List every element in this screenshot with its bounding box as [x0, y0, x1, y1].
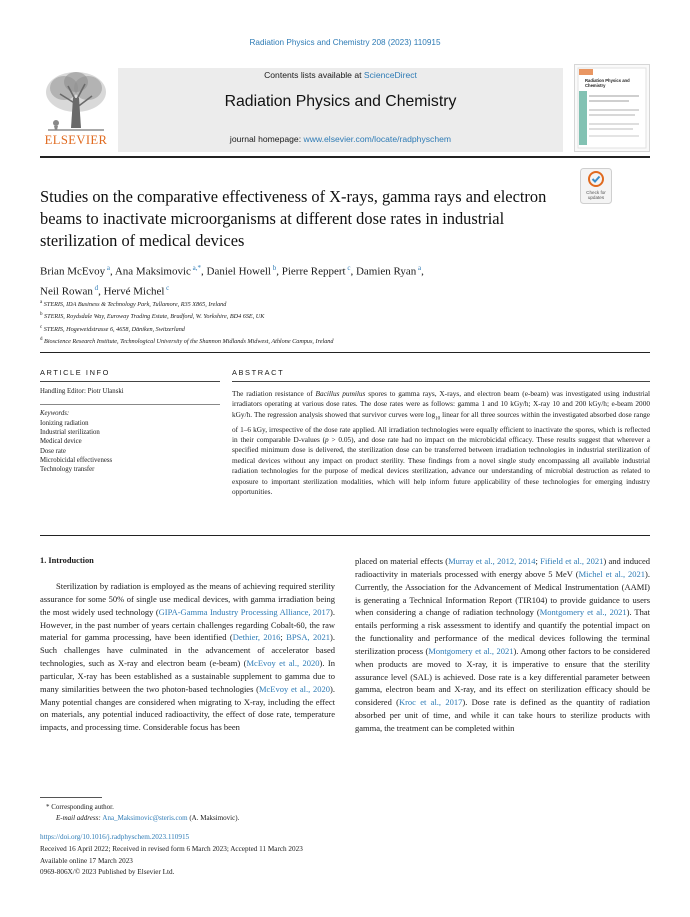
journal-reference[interactable]: Radiation Physics and Chemistry 208 (2023) 110915 — [249, 38, 441, 47]
text-segment: ). However, in the past number of years certain challenges regarding Cobalt-60, the raw material for gamma processing, have been identified ( — [40, 606, 335, 643]
text-segment: ). Currently, the Association for the Advancement of Medical Instrumentation (AAMI) is generating a Technical Information Report (TIR104) to provide guidance to users when considering a change of radiation technology ( — [355, 568, 650, 618]
body-column-left — [40, 580, 335, 734]
article-title: Studies on the comparative effectiveness of X-rays, gamma rays and electron beams to inactivate microorganisms at different dose rates in industrial sterilization of medical devices — [40, 187, 547, 250]
author-affiliation-marker[interactable]: a — [106, 264, 110, 272]
abstract-species: Bacillus pumilus — [315, 389, 366, 398]
citation-link[interactable]: BPSA, 2021 — [286, 632, 331, 643]
affiliation — [40, 335, 600, 347]
body-paragraph — [40, 580, 335, 734]
affiliation-text: STERIS, IDA Business & Technology Park, Tullamore, R35 X865, Ireland — [43, 301, 227, 309]
journal-cover-thumbnail[interactable] — [574, 64, 650, 152]
header-divider — [40, 156, 650, 158]
email-label: E-mail address: — [56, 814, 103, 822]
author-affiliation-marker[interactable]: a,* — [192, 264, 202, 272]
affiliation — [40, 298, 600, 310]
citation-link[interactable]: Fifield et al., 2021 — [540, 556, 604, 566]
text-segment: Sterilization by radiation is employed as the means of achieving required sterility assurance for some 50% of single use medical devices, with gamma irradiation being the most widely used technology ( — [40, 581, 335, 617]
affiliation-list — [40, 298, 600, 347]
keywords-label: Keywords: — [40, 410, 70, 417]
introduction-heading: 1. Introduction — [40, 556, 94, 565]
author-affiliation-marker[interactable]: a — [418, 264, 422, 272]
affiliation — [40, 323, 600, 335]
author-name[interactable]: Daniel Howell — [206, 265, 271, 278]
tree-icon — [40, 68, 112, 134]
abstract-subscript: 10 — [435, 416, 441, 422]
author-affiliation-marker[interactable]: b — [272, 264, 277, 272]
abstract-p-symbol: p — [325, 435, 329, 445]
check-for-updates-badge[interactable] — [580, 168, 612, 204]
text-segment: placed on material effects ( — [355, 556, 449, 566]
keyword: Microbicidal effectiveness — [40, 456, 113, 464]
body-paragraph — [355, 555, 650, 735]
text-segment: ). Dose rate is defined as the quantity of radiation absorbed per unit of time, and while it can take hours to sterilize products with gamma, the treatment can be completed within — [355, 697, 651, 733]
author-affiliation-marker[interactable]: d — [94, 283, 99, 292]
affiliation-text: Bioscience Research Institute, Technological University of the Shannon Midlands Midwest, Athlone Campus, Ireland — [44, 337, 334, 345]
text-segment: ). Among other factors to be considered when products are moved to X-ray, it is imperative to ensure that the sterility assurance level (SAL) is achieved. Dose rate is a key differential parameter between gamma, electron beam and X-ray, and its effect on sterilization efficacy should be considered ( — [355, 645, 651, 708]
citation-link[interactable]: Kroc et al., 2017 — [398, 697, 463, 708]
available-online-date: Available online 17 March 2023 — [40, 857, 133, 865]
citation-link[interactable]: McEvoy et al., 2020 — [258, 683, 331, 694]
contents-prefix: Contents lists available at — [264, 70, 364, 80]
footnote-text: Corresponding author. — [51, 803, 114, 811]
keyword: Industrial sterilization — [40, 429, 100, 437]
keyword: Dose rate — [40, 447, 66, 455]
citation-link[interactable]: Montgomery et al., 2021 — [539, 607, 627, 618]
keyword: Medical device — [40, 438, 82, 446]
affiliations-divider — [40, 352, 650, 353]
contents-line — [118, 70, 563, 80]
affiliation — [40, 310, 600, 322]
text-segment: ; — [535, 556, 541, 566]
received-dates: Received 16 April 2022; Received in revised form 6 March 2023; Accepted 11 March 2023 — [40, 845, 303, 853]
abstract-segment: > 0.05), and dose rate had no impact on the microbicidal efficacy. These results suggest that wherever a specified minimum dose is delivered, the sterilization dose can be transferred between irradiation technologies in industrial sterilization of medical devices without any impact on product sterility. These findings from a novel single study encompassing all available industrial radiation technologies for the purpose of medical devices sterilization, advance our understanding of microbial destruction as related to exposure to important sterilization modalities, which will help inform future applicability of these technologies for emerging industry opportunities. — [232, 435, 650, 497]
abstract-segment: The radiation resistance of — [232, 389, 316, 398]
text-segment: ; — [280, 632, 287, 643]
affiliation-marker: d — [40, 336, 43, 342]
cover-image-icon — [575, 65, 649, 151]
text-segment: ). That entails performing a risk assessment to identify and quantify the potential impact on the functionality and performance of the medical devices following the terminal sterilization process ( — [355, 607, 650, 656]
citation-link[interactable]: Murray et al., 2012, 2014 — [448, 556, 536, 566]
author-name[interactable]: Ana Maksimovic — [114, 265, 191, 278]
article-info-heading: ARTICLE INFO — [40, 368, 110, 377]
affiliation-marker: a — [40, 300, 43, 305]
author-list: Brian McEvoy $^a$, Ana Maksimovic $^{a,*}$, Daniel Howell $^b$, Pierre Reppert $^c$, Damien Ryan $^a$, Neil Rowan $^d$, Hervé Michel $^c$ — [40, 264, 424, 298]
article-info-rule — [40, 381, 220, 382]
check-for-updates-icon — [580, 168, 612, 204]
svg-text:Radiation Physics and: Radiation Physics and — [585, 78, 630, 83]
abstract-rule — [232, 381, 650, 382]
abstract-text — [232, 389, 650, 498]
copyright-line: 0969-806X/© 2023 Published by Elsevier Ltd. — [40, 868, 175, 876]
author-name[interactable]: Brian McEvoy — [40, 265, 106, 278]
email-suffix: (A. Maksimovic). — [187, 814, 240, 822]
footnote-rule — [40, 797, 102, 798]
article-info-rule — [40, 404, 220, 405]
text-segment: ). Many potential changes are considered when migrating to X-ray, including the effect on materials, any potential induced radioactivity, the effect of dose rate, temperature impacts, and processing time. Considerable focus has been — [40, 683, 335, 733]
homepage-prefix: journal homepage: — [229, 134, 304, 144]
author-affiliation-marker[interactable]: c — [347, 264, 351, 272]
citation-link[interactable]: Montgomery et al., 2021 — [428, 645, 514, 656]
elsevier-wordmark: ELSEVIER — [44, 133, 108, 147]
affiliation-text: STERIS, Roydsdale Way, Euroway Trading Estate, Bradford, W. Yorkshire, BD4 6SE, UK — [44, 313, 265, 321]
asterisk-marker: * — [46, 803, 52, 811]
doi-link[interactable]: https://doi.org/10.1016/j.radphyschem.2023.110915 — [40, 833, 190, 841]
journal-title: Radiation Physics and Chemistry — [224, 93, 457, 110]
email-footnote — [56, 814, 239, 822]
abstract-heading: ABSTRACT — [232, 368, 285, 377]
abstract-bottom-divider — [40, 535, 650, 536]
citation-link[interactable]: McEvoy et al., 2020 — [246, 658, 320, 669]
author-name[interactable]: Hervé Michel — [103, 285, 165, 298]
keyword: Technology transfer — [40, 466, 95, 474]
handling-editor: Handling Editor: Piotr Ulanski — [40, 388, 124, 395]
affiliation-marker: b — [40, 312, 43, 318]
author-name[interactable]: Neil Rowan — [40, 285, 93, 298]
author-name[interactable]: Damien Ryan — [355, 265, 417, 278]
affiliation-marker: c — [40, 324, 43, 330]
author-affiliation-marker[interactable]: c — [166, 283, 170, 292]
abstract-segment: spores to gamma rays, X-rays, and electron beam (e-beam) was investigated using industrial irradiators operating at various dose rates. The dose rates were as follows: gamma 1 and 10 kGy/h; X-ray 10 and 200 kGy/h; e-beam 2000 kGy/h. The regression analysis showed that survivor curves were log — [232, 389, 650, 419]
sciencedirect-link[interactable]: ScienceDirect — [363, 70, 417, 80]
text-segment: ). Such challenges have culminated in the advancement of accelerator based technologies, such as X-ray and electron beam (e-beam) ( — [40, 632, 335, 669]
text-segment: ) and induced radioactivity in materials processed with energy above 5 MeV ( — [355, 556, 651, 579]
keywords-list — [40, 419, 220, 474]
body-column-right — [355, 555, 650, 735]
affiliation-text: STERIS, Hogeweidstrasse 6, 4658, Däniken, Switzerland — [43, 325, 185, 333]
citation-link[interactable]: GIPA-Gamma Industry Processing Alliance, 2017 — [158, 606, 331, 617]
svg-text:updates: updates — [587, 195, 605, 200]
journal-homepage-line — [118, 134, 563, 144]
author-name[interactable]: Pierre Reppert — [281, 265, 346, 278]
text-segment: ). In particular, X-ray has been established as a sustainable supplement to gamma due to many similarities between the two photon-based technologies ( — [40, 658, 336, 694]
citation-link[interactable]: Michel et al., 2021 — [578, 568, 646, 579]
svg-text:Chemistry: Chemistry — [585, 83, 606, 88]
journal-homepage-link[interactable]: www.elsevier.com/locate/radphyschem — [303, 134, 452, 144]
citation-link[interactable]: Dethier, 2016 — [232, 632, 281, 643]
abstract-segment: linear for all three sources within the investigated absorbed dose range of 1–6 kGy, irrespective of the dose rate applied. All irradiation technologies were equally efficient to inactivate the spores, which is reflected in their comparable D-values ( — [232, 409, 651, 445]
svg-text:Check for: Check for — [586, 190, 606, 195]
email-link[interactable]: Ana_Maksimovic@steris.com — [102, 814, 188, 822]
corresponding-author-footnote — [46, 803, 114, 811]
keyword: Ionizing radiation — [40, 420, 89, 427]
